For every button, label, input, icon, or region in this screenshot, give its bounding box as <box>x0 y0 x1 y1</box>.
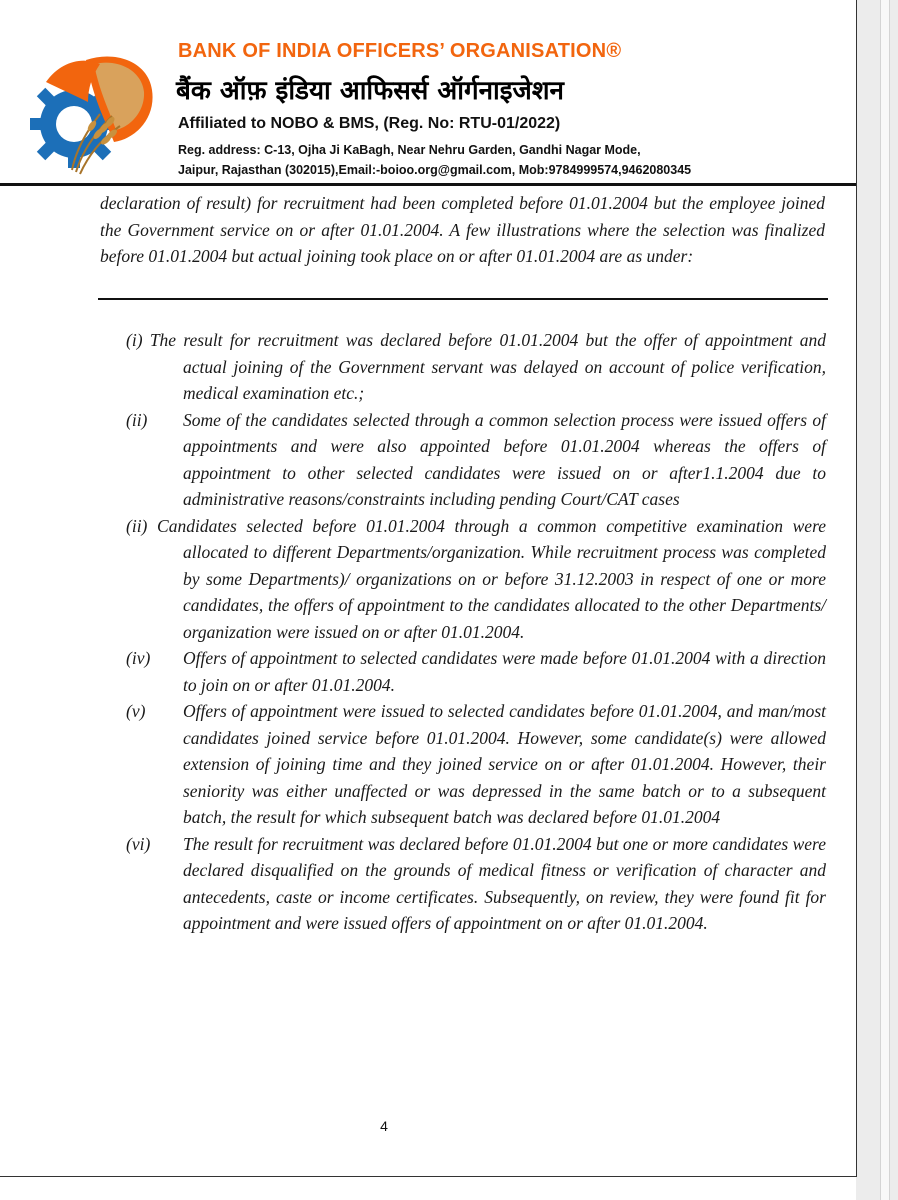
affiliation-line: Affiliated to NOBO & BMS, (Reg. No: RTU-01/2022) <box>178 115 561 132</box>
item-number: (vi) <box>126 833 151 854</box>
header-divider <box>0 183 856 186</box>
adjacent-page-strip <box>856 0 898 1200</box>
list-item <box>126 327 826 407</box>
list-item <box>126 407 826 513</box>
item-text: Offers of appointment to selected candidates were made before 01.01.2004 with a direction to join on or after 01.01.2004. <box>183 648 826 695</box>
item-number: (i) <box>126 330 143 350</box>
section-divider <box>98 298 828 300</box>
item-number: (v) <box>126 701 146 721</box>
item-number: (ii) <box>126 409 148 430</box>
item-text: Offers of appointment were issued to selected candidates before 01.01.2004, and man/most candidates joined service before 01.01.2004. However, some candidate(s) were allowed extension of joining time and they joined service on or after 01.01.2004. However, their seniority was either unaffected or was depressed in the same batch or to a subsequent batch, the result for which subsequent batch was declared before 01.01.2004 <box>183 701 826 827</box>
registered-address <box>178 140 691 180</box>
org-name-hindi: बैंक ऑफ़ इंडिया आफिसर्स ऑर्गनाइजेशन <box>176 76 564 106</box>
organisation-logo <box>16 42 166 182</box>
item-text: The result for recruitment was declared before 01.01.2004 but one or more candidates were declared disqualified on the grounds of medical fitness or verification of character and antecedents, caste or income certificates. Subsequently, on review, they were found fit for appointment and were issued offers of appointment on or after 01.01.2004. <box>183 833 826 933</box>
item-text: The result for recruitment was declared before 01.01.2004 but the offer of appointment and actual joining of the Government servant was delayed on account of police verification, medical examination etc.; <box>149 330 826 403</box>
page-number: 4 <box>380 1118 388 1134</box>
address-line-1: Reg. address: C-13, Ojha Ji KaBagh, Near Nehru Garden, Gandhi Nagar Mode, <box>178 143 641 157</box>
list-item <box>126 513 826 646</box>
address-line-2: Jaipur, Rajasthan (302015),Email:-boioo.org@gmail.com, Mob:9784999574,9462080345 <box>178 163 692 177</box>
illustrations-list <box>126 327 826 937</box>
list-item <box>126 698 826 831</box>
intro-paragraph: declaration of result) for recruitment had been completed before 01.01.2004 but the employee joined the Government service on or after 01.01.2004. A few illustrations where the selection was finalized before 01.01.2004 but actual joining took place on or after 01.01.2004 are as under: <box>100 193 825 266</box>
item-number: (iv) <box>126 648 151 668</box>
item-text: Candidates selected before 01.01.2004 through a common competitive examination were allocated to different Departments/organization. While recruitment process was completed by some Departments)/ organizations on or before 31.12.2003 in respect of one or more candidates, the offers of appointment to the candidates allocated to the other Departments/ organization were issued on or after 01.01.2004. <box>157 515 827 642</box>
item-text: Some of the candidates selected through a common selection process were issued offers of appointments and were also appointed before 01.01.2004 whereas the offers of appointment to other selected candidates were issued on or after1.1.2004 due to administrative reasons/constraints including pending Court/CAT cases <box>183 409 826 509</box>
page-edge <box>880 0 890 1200</box>
org-name-english: BANK OF INDIA OFFICERS’ ORGANISATION® <box>178 40 622 62</box>
list-item <box>126 831 826 937</box>
list-item <box>126 645 826 698</box>
item-number: (ii) <box>126 515 148 536</box>
